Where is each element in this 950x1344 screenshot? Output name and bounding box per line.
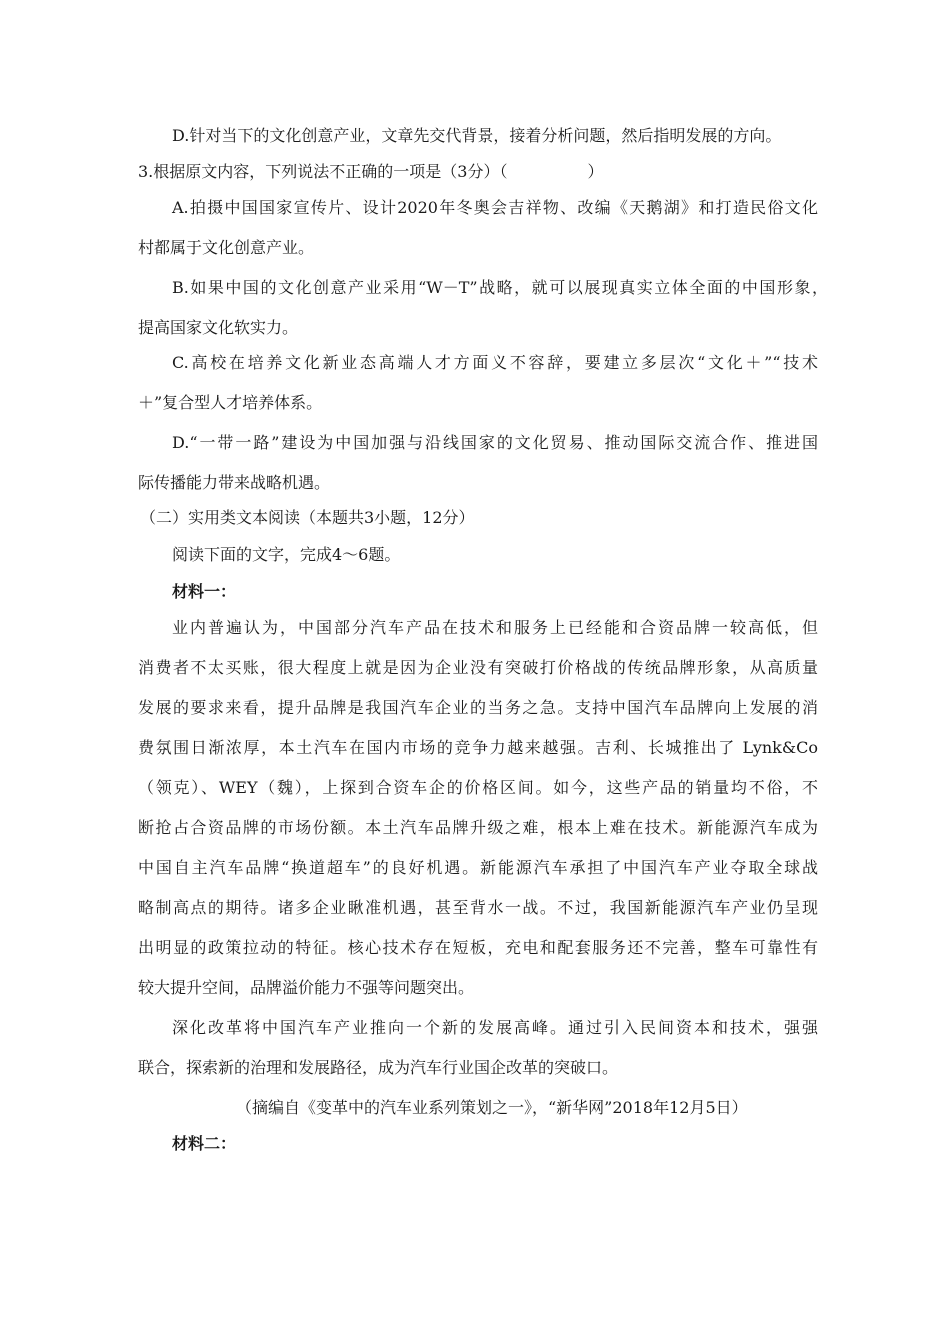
material2-label: 材料二： <box>172 1134 237 1153</box>
material1-line: 发展的要求来看，提升品牌是我国汽车企业的当务之急。支持中国汽车品牌向上发展的消 <box>138 698 818 717</box>
material1-line: 出明显的政策拉动的特征。核心技术存在短板，充电和配套服务还不完善，整车可靠性有 <box>138 938 818 957</box>
q3-option-d-line1: D.“一带一路”建设为中国加强与沿线国家的文化贸易、推动国际交流合作、推进国 <box>172 433 818 452</box>
material1-p2-line: 联合，探索新的治理和发展路径，成为汽车行业国企改革的突破口。 <box>138 1058 619 1077</box>
material1-p2-line: 深化改革将中国汽车产业推向一个新的发展高峰。通过引入民间资本和技术，强强 <box>172 1018 818 1037</box>
material1-source: （摘编自《变革中的汽车业系列策划之一》，“新华网”2018年12月5日） <box>236 1098 748 1117</box>
material1-line: 消费者不太买账，很大程度上就是因为企业没有突破打价格战的传统品牌形象，从高质量 <box>138 658 818 677</box>
q3-option-a-line1: A.拍摄中国国家宣传片、设计2020年冬奥会吉祥物、改编《天鹅湖》和打造民俗文化 <box>172 198 818 217</box>
material1-line: 中国自主汽车品牌“换道超车”的良好机遇。新能源汽车承担了中国汽车产业夺取全球战 <box>138 858 818 877</box>
q3-option-d-line2: 际传播能力带来战略机遇。 <box>138 473 331 492</box>
material1-line: 较大提升空间，品牌溢价能力不强等问题突出。 <box>138 978 475 997</box>
section-heading: （二）实用类文本阅读（本题共3小题，12分） <box>140 508 475 527</box>
material1-line: 费氛围日渐浓厚，本土汽车在国内市场的竞争力越来越强。吉利、长城推出了 Lynk&Co <box>138 738 818 757</box>
q2-option-d: D.针对当下的文化创意产业，文章先交代背景，接着分析问题，然后指明发展的方向。 <box>172 126 782 145</box>
material1-line: 业内普遍认为，中国部分汽车产品在技术和服务上已经能和合资品牌一较高低，但 <box>172 618 818 637</box>
q3-option-b-line2: 提高国家文化软实力。 <box>138 318 299 337</box>
material1-line: 断抢占合资品牌的市场份额。本土汽车品牌升级之难，根本上难在技术。新能源汽车成为 <box>138 818 818 837</box>
q3-option-a-line2: 村都属于文化创意产业。 <box>138 238 315 257</box>
material1-label: 材料一： <box>172 582 237 601</box>
reading-instruction: 阅读下面的文字，完成4～6题。 <box>172 545 401 564</box>
material1-line: 略制高点的期待。诸多企业瞅准机遇，甚至背水一战。不过，我国新能源汽车产业仍呈现 <box>138 898 818 917</box>
q3-option-b-line1: B.如果中国的文化创意产业采用“W－T”战略，就可以展现真实立体全面的中国形象， <box>172 278 828 297</box>
material1-line: （领克）、WEY（魏），上探到合资车企的价格区间。如今，这些产品的销量均不俗，不 <box>138 778 818 797</box>
q3-option-c-line1: C.高校在培养文化新业态高端人才方面义不容辞，要建立多层次“文化＋”“技术 <box>172 353 818 372</box>
q3-stem: 3.根据原文内容，下列说法不正确的一项是（3分）（ ） <box>138 162 604 181</box>
q3-option-c-line2: ＋”复合型人才培养体系。 <box>138 393 323 412</box>
